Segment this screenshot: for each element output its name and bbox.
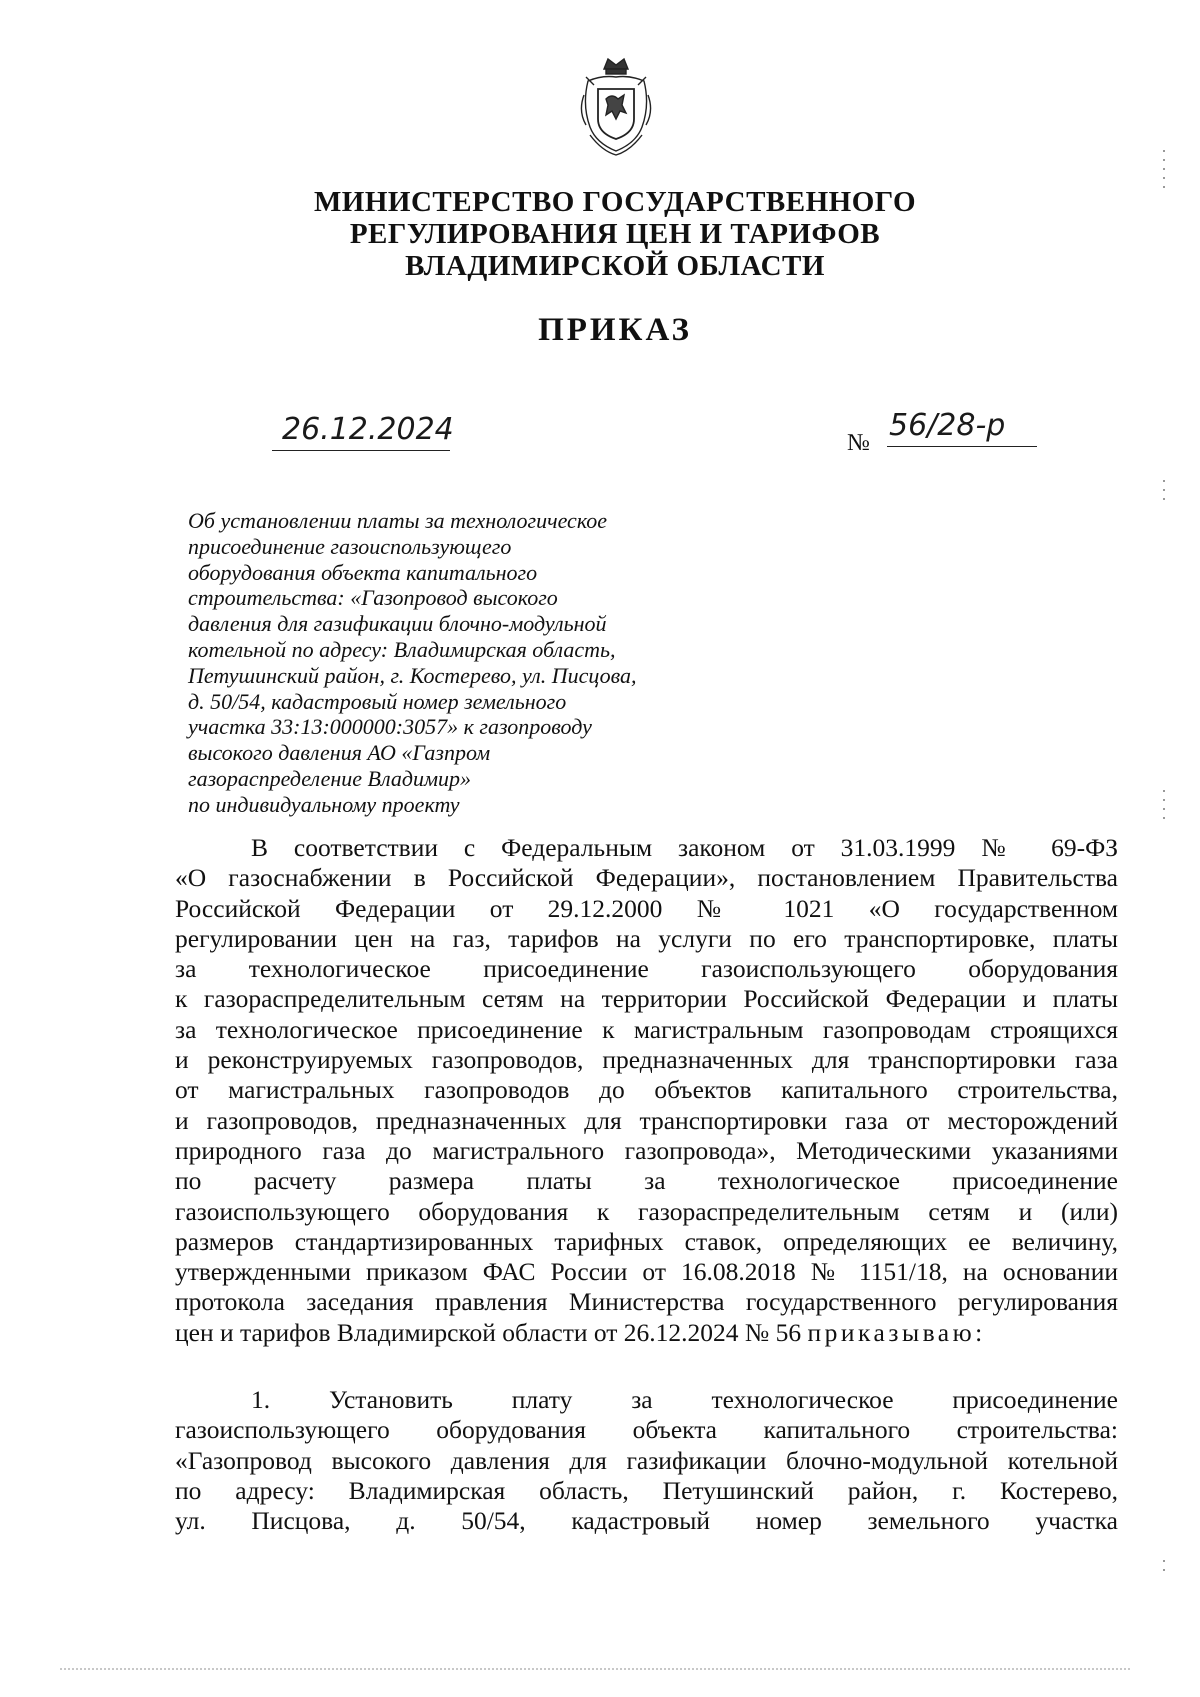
subject-line: присоединение газоиспользующего [188, 533, 512, 559]
subject-line: Петушинский район, г. Костерево, ул. Писцова, [188, 662, 637, 688]
date-underline [272, 450, 450, 451]
scan-margin-dots [1163, 480, 1166, 507]
preamble-line: от магистральных газопроводов до объектов капитального строительства, [175, 1075, 1118, 1105]
item1-line: газоиспользующего оборудования объекта капитального строительства: [175, 1415, 1118, 1445]
preamble-line: по расчету размера платы за технологическое присоединение [175, 1166, 1118, 1196]
preamble-line: и реконструируемых газопроводов, предназначенных для транспортировки газа [175, 1045, 1118, 1075]
subject-line: Об установлении платы за технологическое [188, 508, 608, 533]
subject-line: д. 50/54, кадастровый номер земельного [188, 688, 567, 714]
subject-line: высокого давления АО «Газпром [188, 740, 491, 766]
scan-margin-dots [1163, 790, 1166, 826]
order-word: приказываю: [807, 1317, 986, 1347]
preamble-last-line [175, 1318, 1118, 1348]
document-type: ПРИКАЗ [538, 312, 692, 348]
item1-line: 1. Установить плату за технологическое присоединение [251, 1385, 1118, 1414]
preamble-line: регулировании цен на газ, тарифов на услуги по его транспортировке, платы [175, 923, 1118, 953]
subject-line: участка 33:13:000000:3057» к газопроводу [188, 714, 592, 740]
ministry-line-2: РЕГУЛИРОВАНИЯ ЦЕН И ТАРИФОВ [349, 218, 881, 250]
order-item-1 [175, 1385, 1118, 1536]
subject-line: оборудования объекта капитального [188, 559, 538, 585]
subject-line: по индивидуальному проекту [188, 791, 460, 817]
item1-line: «Газопровод высокого давления для газификации блочно-модульной котельной [175, 1445, 1118, 1475]
preamble-line: за технологическое присоединение к магистральным газопроводам строящихся [175, 1014, 1118, 1044]
preamble-line: «О газоснабжении в Российской Федерации», постановлением Правительства [175, 863, 1118, 893]
ministry-name [200, 186, 1030, 282]
item1-line: ул. Писцова, д. 50/54, кадастровый номер земельного участка [175, 1506, 1118, 1536]
ministry-line-3: ВЛАДИМИРСКОЙ ОБЛАСТИ [405, 250, 825, 282]
preamble-line: размеров стандартизированных тарифных ставок, определяющих ее величину, [175, 1226, 1118, 1256]
scan-margin-dots [1163, 1560, 1166, 1578]
subject-line: строительства: «Газопровод высокого [188, 585, 558, 611]
preamble-line: природного газа до магистрального газопровода», Методическими указаниями [175, 1135, 1118, 1165]
order-subject [188, 508, 668, 818]
scan-margin-dots [1163, 150, 1166, 195]
preamble-line: цен и тарифов Владимирской области от 26.12.2024 № 56 [175, 1317, 802, 1347]
coat-of-arms-icon [576, 55, 656, 159]
scan-bottom-edge [60, 1668, 1130, 1670]
number-sign: № [847, 430, 870, 456]
preamble-line: Российской Федерации от 29.12.2000 № 1021 «О государственном [175, 893, 1118, 923]
preamble-line: утвержденными приказом ФАС России от 16.08.2018 № 1151/18, на основании [175, 1257, 1118, 1287]
preamble-paragraph [175, 833, 1118, 1348]
preamble-line: В соответствии с Федеральным законом от 31.03.1999 № 69-ФЗ [251, 833, 1118, 862]
preamble-line: за технологическое присоединение газоиспользующего оборудования [175, 954, 1118, 984]
item1-line: по адресу: Владимирская область, Петушинский район, г. Костерево, [175, 1475, 1118, 1505]
subject-line: давления для газификации блочно-модульной [188, 611, 607, 637]
preamble-line: и газопроводов, предназначенных для транспортировки газа от месторождений [175, 1105, 1118, 1135]
ministry-line-1: МИНИСТЕРСТВО ГОСУДАРСТВЕННОГО [313, 186, 917, 218]
preamble-line: к газораспределительным сетям на территории Российской Федерации и платы [175, 984, 1118, 1014]
preamble-line: протокола заседания правления Министерства государственного регулирования [175, 1287, 1118, 1317]
subject-line: газораспределение Владимир» [188, 765, 472, 791]
order-number: 56/28-р [889, 408, 1006, 443]
order-date: 26.12.2024 [282, 412, 454, 447]
preamble-line: газоиспользующего оборудования к газораспределительным сетям и (или) [175, 1196, 1118, 1226]
subject-line: котельной по адресу: Владимирская область, [188, 636, 616, 662]
number-underline [887, 446, 1037, 447]
